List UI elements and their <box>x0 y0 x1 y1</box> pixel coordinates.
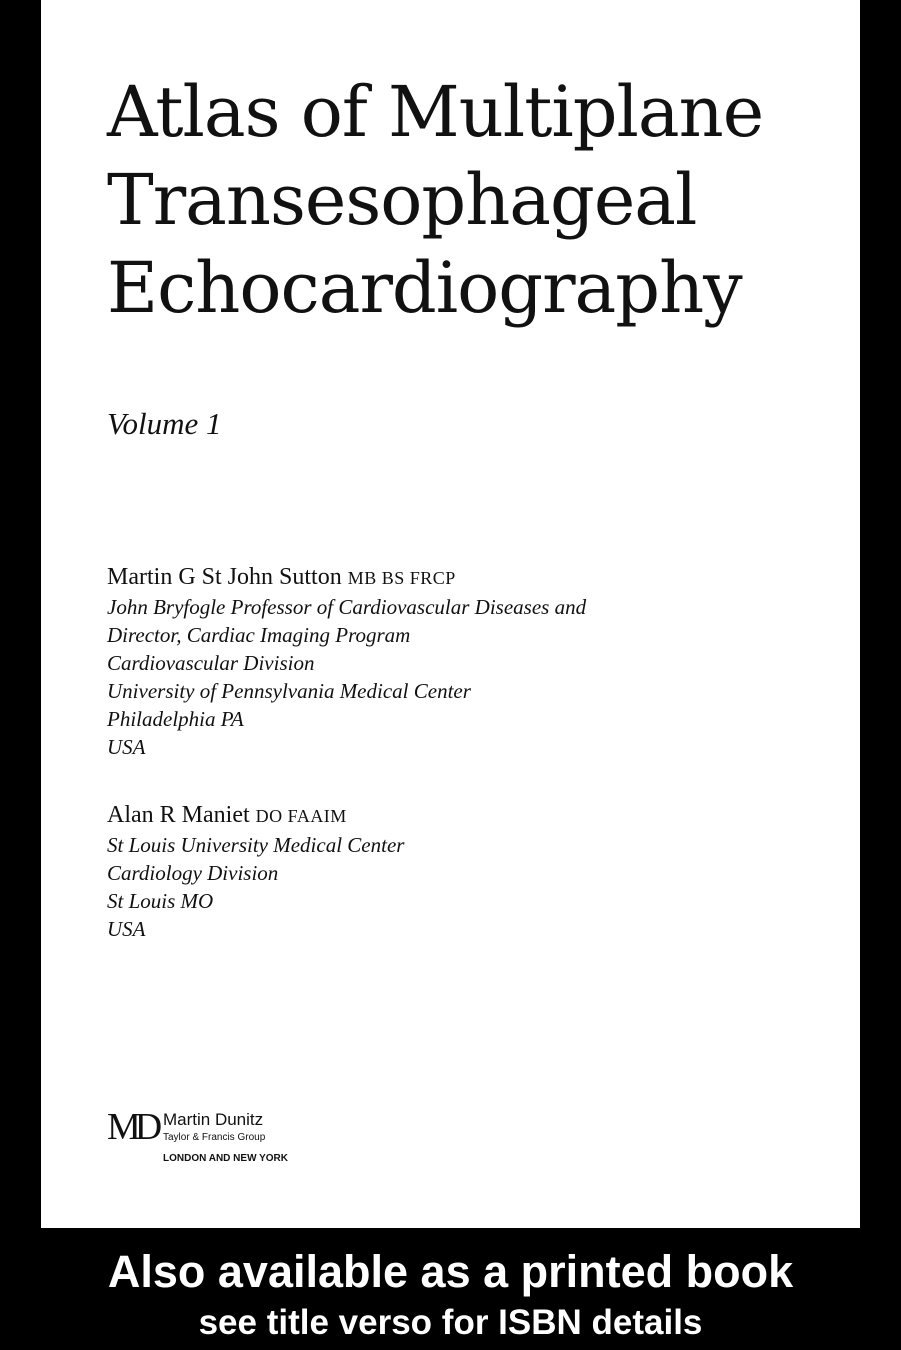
publisher-group: Taylor & Francis Group <box>163 1132 266 1143</box>
affiliation-line: University of Pennsylvania Medical Center <box>107 679 471 703</box>
affiliation-line: Cardiology Division <box>107 861 279 885</box>
title-line-2: Transesophageal <box>107 159 697 241</box>
publisher-cities: LONDON AND NEW YORK <box>163 1153 288 1164</box>
author-name: Alan R Maniet <box>107 802 250 828</box>
affiliation-line: John Bryfogle Professor of Cardiovascular Diseases and <box>107 595 587 619</box>
author-credentials: MB BS FRCP <box>347 568 456 588</box>
author-block-1 <box>107 562 586 761</box>
author-name-line <box>107 800 404 831</box>
author-name-line <box>107 562 586 593</box>
title-line-3: Echocardiography <box>107 247 742 329</box>
printed-book-banner <box>0 1228 901 1350</box>
affiliation-line: Director, Cardiac Imaging Program <box>107 623 411 647</box>
affiliation-line: Cardiovascular Division <box>107 651 315 675</box>
publisher-name: Martin Dunitz <box>163 1110 264 1129</box>
author-block-2 <box>107 800 404 943</box>
author-credentials: DO FAAIM <box>255 806 347 826</box>
cover-page <box>41 0 860 1228</box>
banner-headline: Also available as a printed book <box>107 1246 794 1297</box>
publisher-logo: MD <box>107 1106 157 1148</box>
affiliation-line: St Louis MO <box>107 889 214 913</box>
volume-label: Volume 1 <box>107 406 222 441</box>
affiliation-line: USA <box>107 735 146 759</box>
affiliation-line: Philadelphia PA <box>107 707 244 731</box>
affiliation-line: St Louis University Medical Center <box>107 833 405 857</box>
author-name: Martin G St John Sutton <box>107 564 342 590</box>
title-line-1: Atlas of Multiplane <box>107 71 764 153</box>
book-title <box>107 68 763 332</box>
affiliation-line: USA <box>107 917 146 941</box>
banner-subline: see title verso for ISBN details <box>198 1303 703 1342</box>
